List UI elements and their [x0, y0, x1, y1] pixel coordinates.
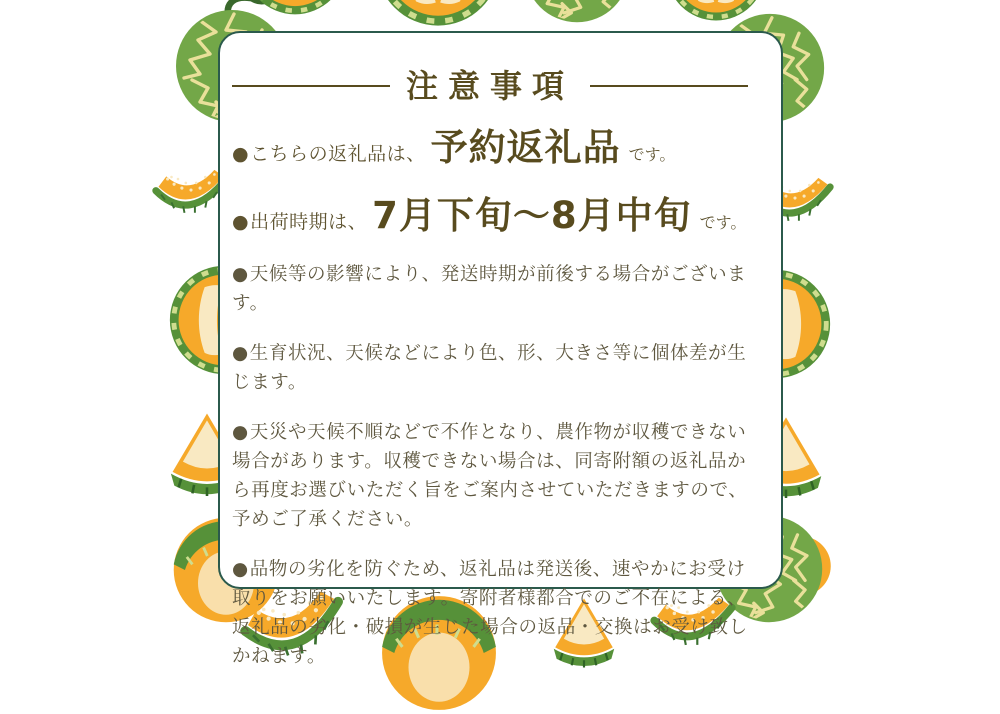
note-shipping-emphasis: 7月下旬〜8月中旬: [372, 194, 692, 237]
bullet-marker: ●: [232, 264, 249, 285]
title-line-right: [590, 85, 748, 87]
note-reservation-emphasis: 予約返礼品: [430, 126, 621, 169]
title-line-left: [232, 85, 390, 87]
bullet-marker: ●: [232, 343, 249, 364]
bullet-marker: ●: [232, 559, 249, 580]
note-variation-text: 生育状況、天候などにより色、形、大きさ等に個体差が生じます。: [232, 343, 747, 393]
note-shipping-suffix: です。: [699, 213, 747, 232]
notice-card: [218, 31, 783, 667]
note-crop-failure: [232, 418, 748, 534]
melon-whole-top: [521, 0, 633, 26]
bullet-marker: ●: [232, 211, 250, 233]
note-receipt: [232, 555, 748, 671]
bullet-marker: ●: [232, 143, 250, 165]
note-shipping-prefix: 出荷時期は、: [250, 211, 368, 233]
note-crop-failure-text: 天災や天候不順などで不作となり、農作物が収穫できない場合があります。収穫できない場合は、同寄附額の返礼品から再度お選びいただく旨をご案内させていただきますので、予めご了承ください。: [232, 422, 748, 530]
melon-cut-top-2: [372, 0, 504, 30]
title-row: [232, 67, 748, 105]
note-weather: [232, 260, 748, 318]
bullet-marker: ●: [232, 422, 249, 443]
note-reservation: [232, 117, 748, 171]
melon-cut-top-1: [240, 0, 350, 18]
page-title: 注意事項: [406, 67, 575, 105]
note-variation: [232, 339, 748, 397]
note-weather-text: 天候等の影響により、発送時期が前後する場合がございます。: [232, 264, 747, 314]
note-receipt-text: 品物の劣化を防ぐため、返礼品は発送後、速やかにお受け取りをお願いいたします。寄附者様都合でのご不在による、返礼品の劣化・破損が生じた場合の返品・交換はお受け致しかねます。: [232, 559, 748, 667]
note-reservation-prefix: こちらの返礼品は、: [250, 143, 426, 165]
note-reservation-suffix: です。: [628, 145, 676, 164]
note-shipping: [232, 185, 748, 239]
